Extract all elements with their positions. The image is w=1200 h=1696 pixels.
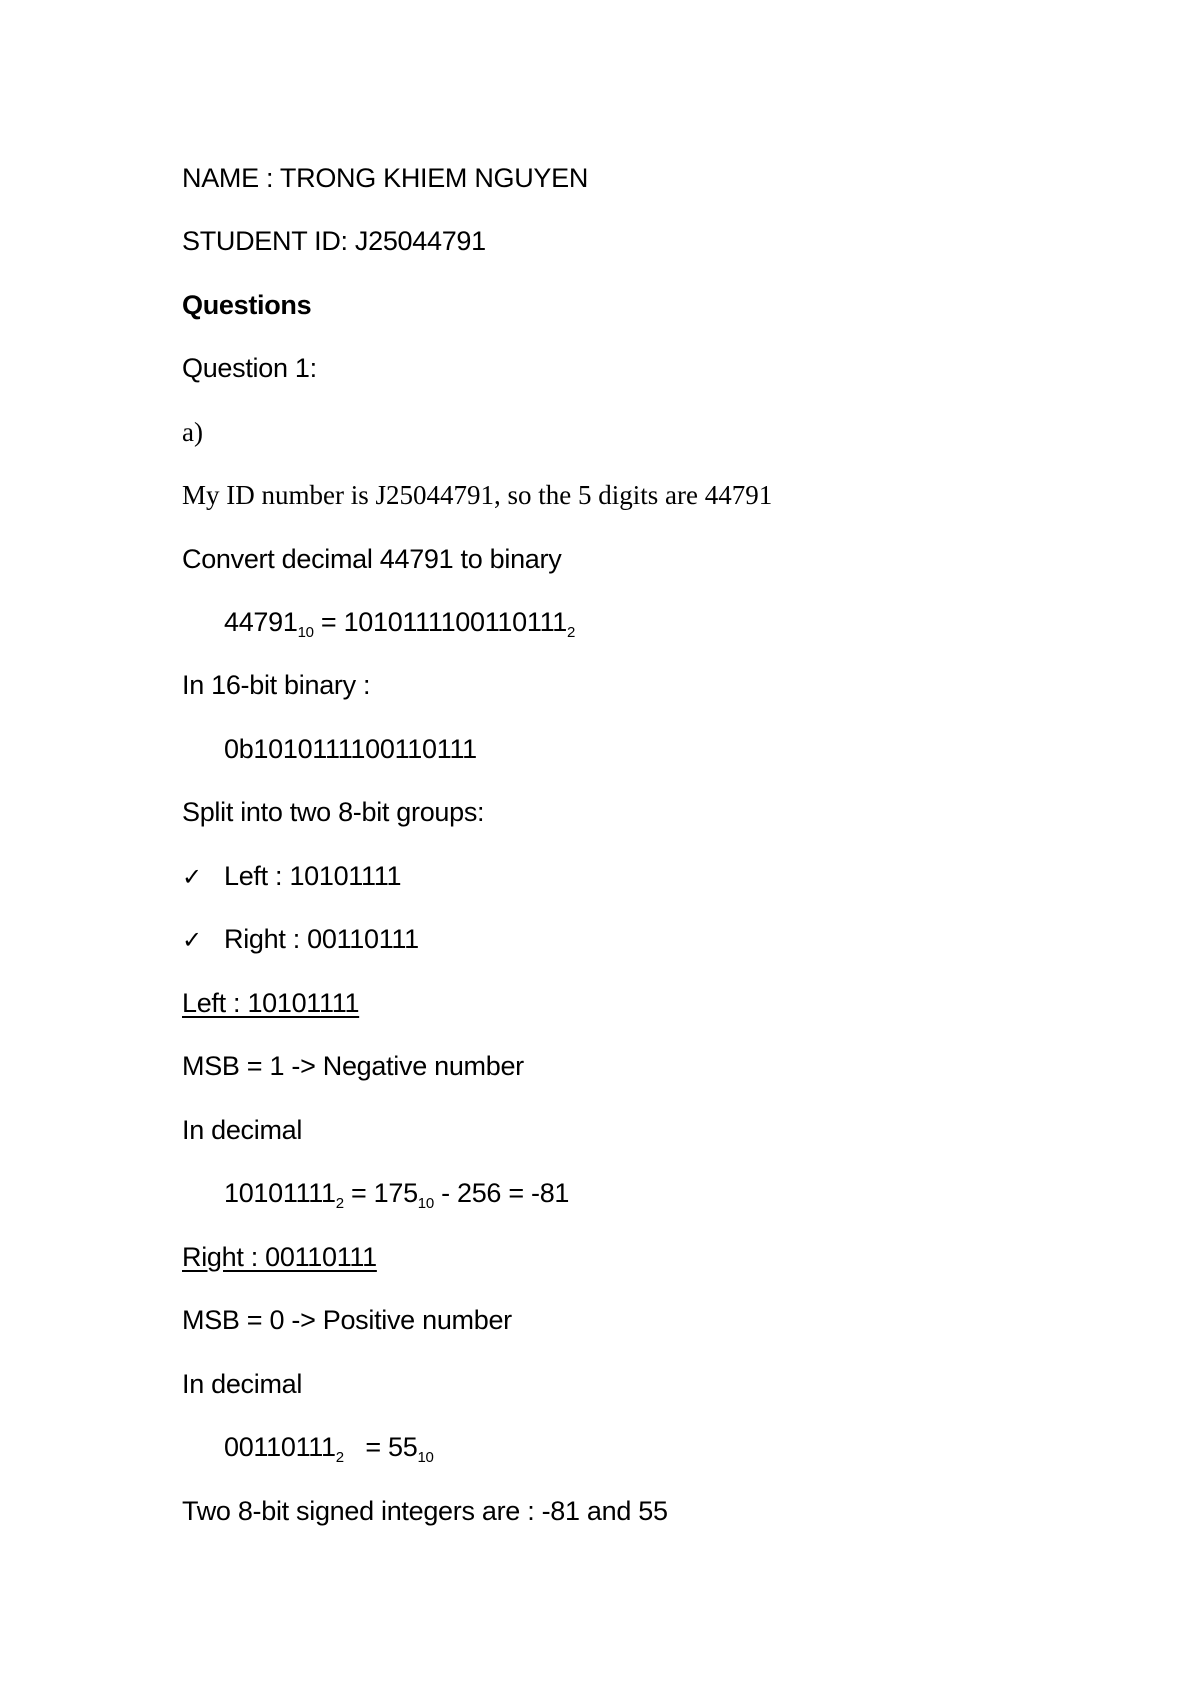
split-label: Split into two 8-bit groups: [182,797,485,827]
right-decimal: = 55 [343,1432,418,1462]
sixteen-bit-label: In 16-bit binary : [182,670,371,700]
right-msb: MSB = 0 -> Positive number [182,1305,512,1335]
equals-sign: = [313,607,344,637]
intro-sentence: My ID number is J25044791, so the 5 digits are 44791 [182,480,773,510]
conversion-equation [224,604,575,640]
section-title: Questions [182,290,312,320]
decimal-base: 10 [297,624,314,641]
split-left-text: Left : 10101111 [224,861,402,891]
question-part: a) [182,417,203,447]
checkmark-icon: ✓ [182,863,202,891]
left-result: - 256 = -81 [433,1178,570,1208]
name-line: NAME : TRONG KHIEM NGUYEN [182,163,589,193]
binary-base: 2 [567,624,576,641]
left-binary: 10101111 [224,1178,336,1208]
convert-text: Convert decimal 44791 to binary [182,544,562,574]
decimal-value: 44791 [224,607,298,637]
right-decimal-base: 10 [417,1449,434,1466]
left-equation [224,1175,569,1211]
right-heading: Right : 00110111 [182,1242,377,1272]
left-decimal-base: 10 [417,1195,434,1212]
right-equation [224,1429,434,1465]
left-in-decimal: In decimal [182,1115,303,1145]
checkmark-icon: ✓ [182,926,202,954]
left-decimal: = 175 [343,1178,418,1208]
conclusion: Two 8-bit signed integers are : -81 and 55 [182,1496,668,1526]
left-heading: Left : 10101111 [182,988,360,1018]
student-id-line: STUDENT ID: J25044791 [182,226,486,256]
split-right-item [182,921,419,958]
left-msb: MSB = 1 -> Negative number [182,1051,524,1081]
right-binary: 00110111 [224,1432,336,1462]
split-left-item [182,858,401,895]
question-title: Question 1: [182,353,317,383]
right-binary-base: 2 [335,1449,344,1466]
sixteen-bit-value: 0b1010111100110111 [224,734,477,764]
left-binary-base: 2 [335,1195,344,1212]
binary-value: 1010111100110111 [343,607,567,637]
split-right-text: Right : 00110111 [224,924,419,954]
right-in-decimal: In decimal [182,1369,303,1399]
